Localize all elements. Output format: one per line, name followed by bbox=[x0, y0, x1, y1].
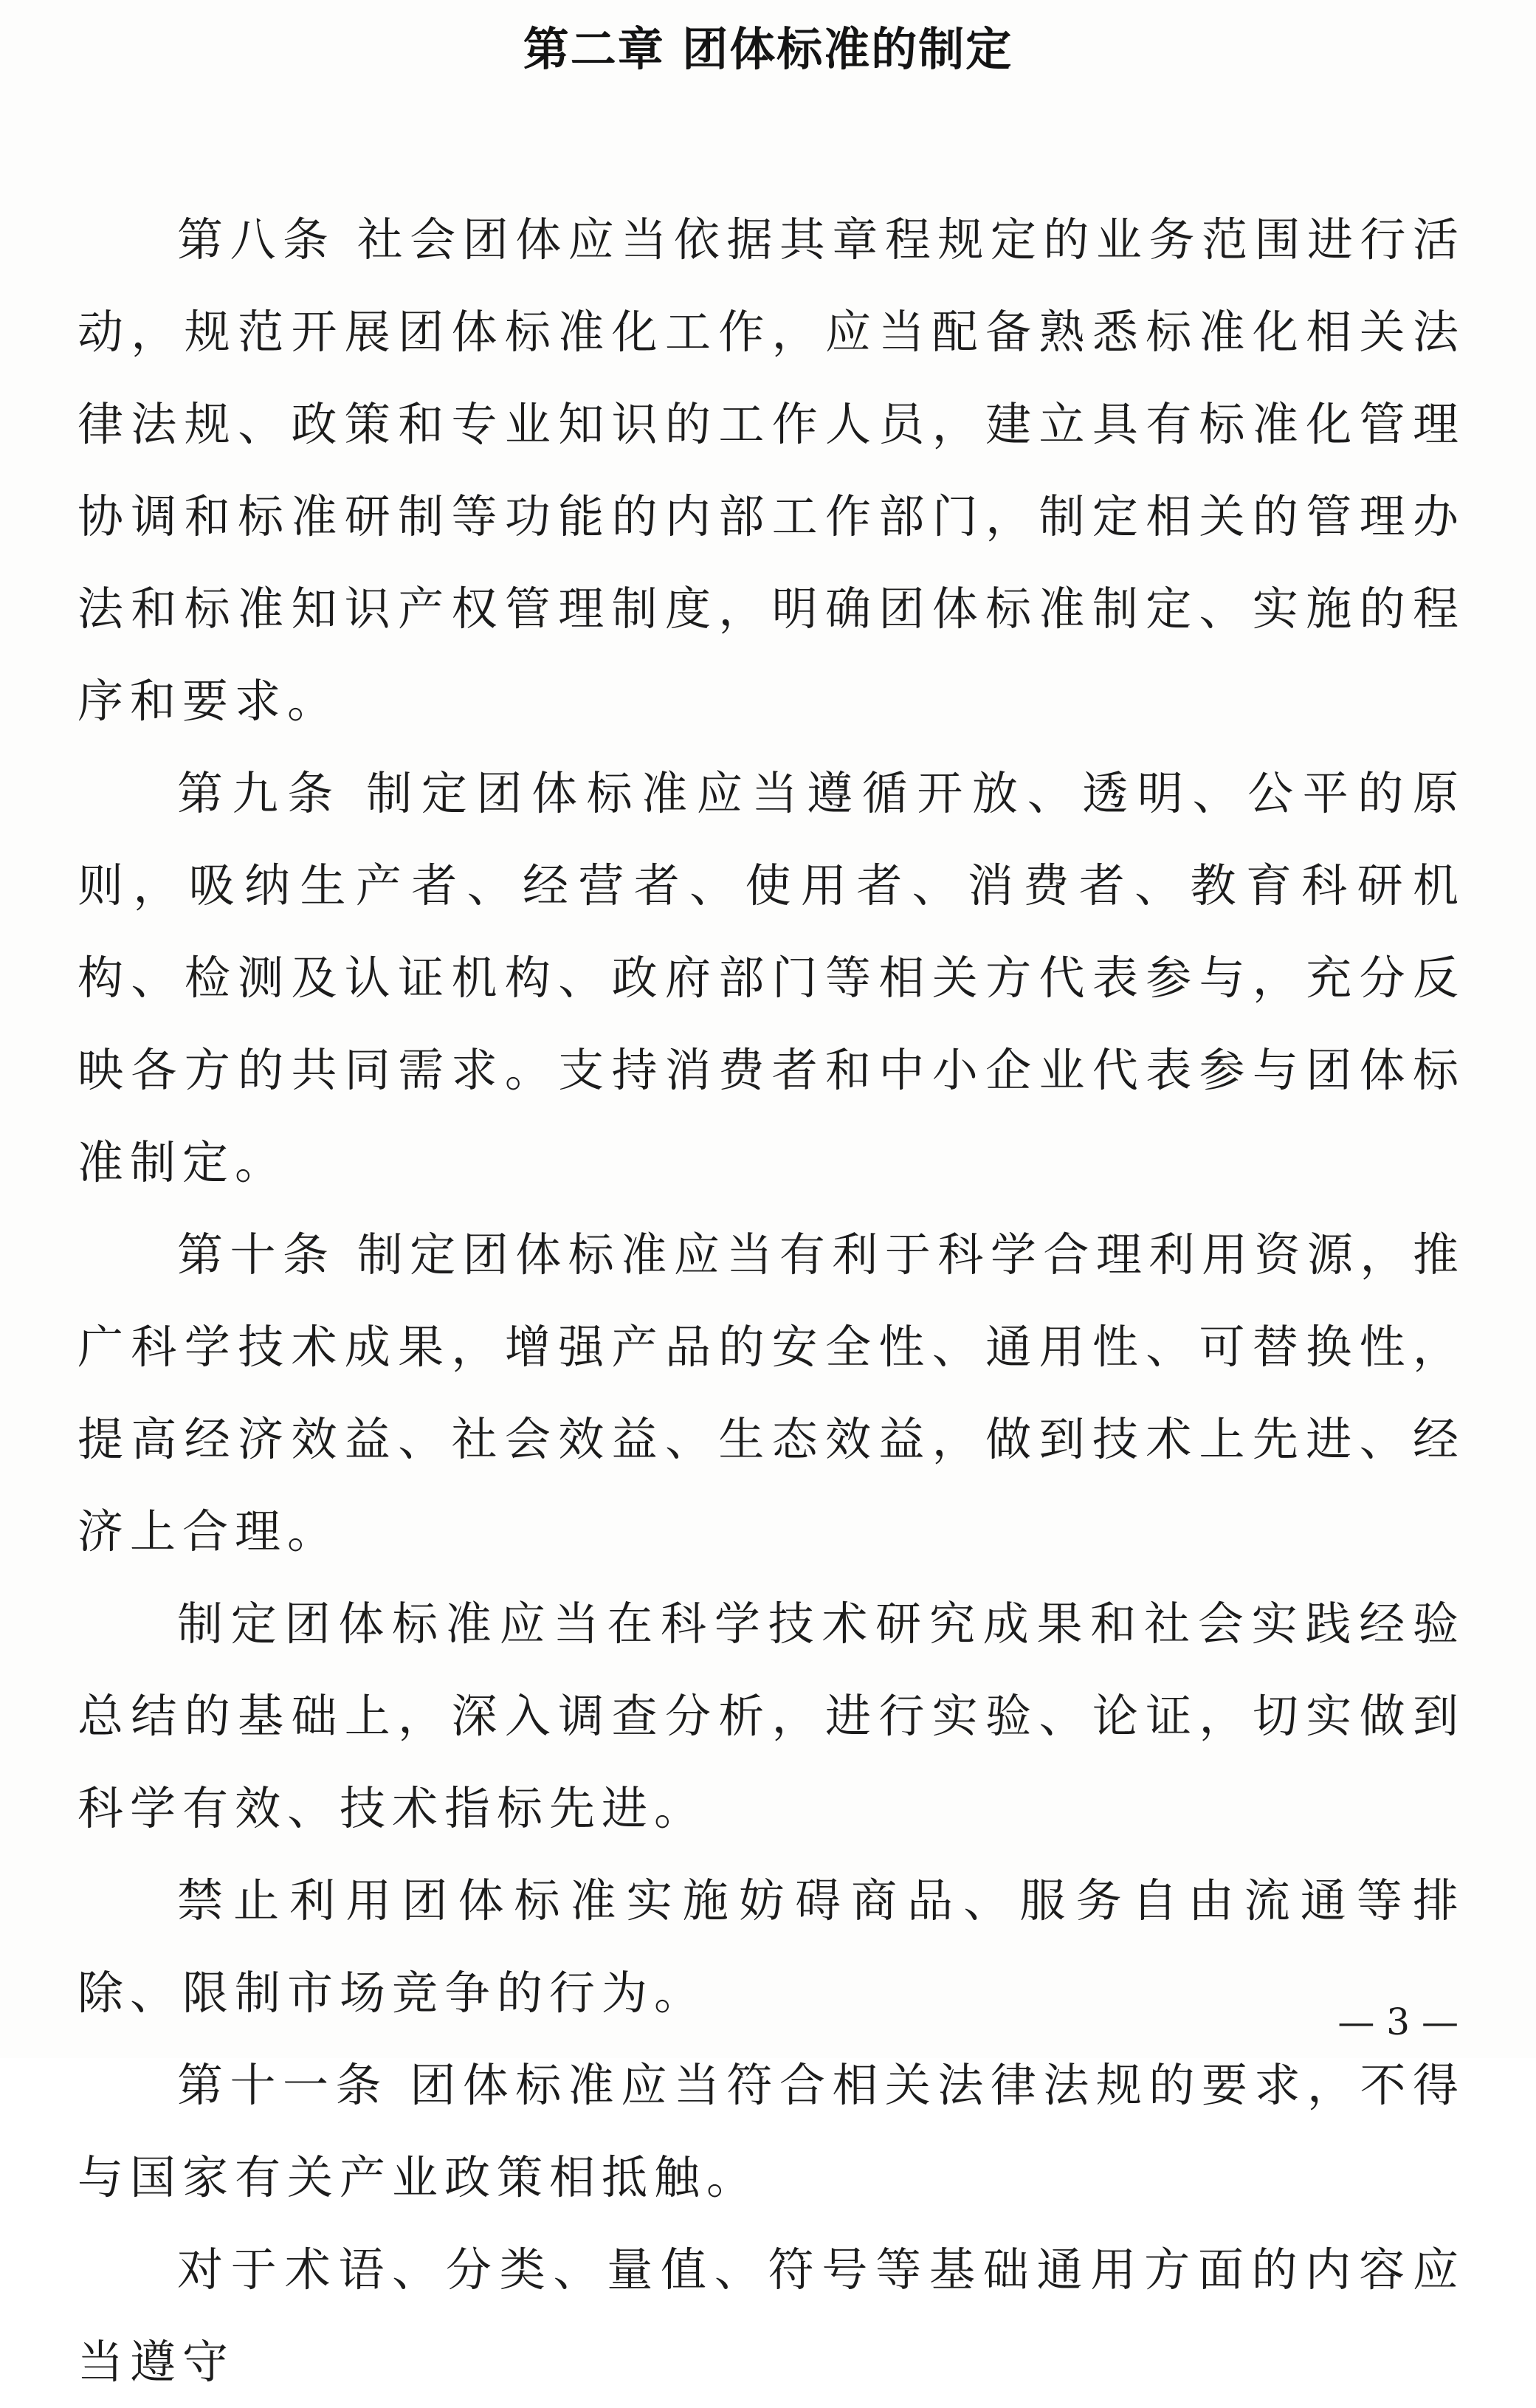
page-number: — 3 — bbox=[1337, 2001, 1458, 2043]
paragraph-article-10: 第十条 制定团体标准应当有利于科学合理利用资源，推广科学技术成果，增强产品的安全性、通用性、可替换性，提高经济效益、社会效益、生态效益，做到技术上先进、经济上合理。 bbox=[78, 1228, 1465, 1558]
paragraph-article-8: 第八条 社会团体应当依据其章程规定的业务范围进行活动，规范开展团体标准化工作，应当配备熟悉标准化相关法律法规、政策和专业知识的工作人员，建立具有标准化管理协调和标准研制等功能的内部工作部门，制定相关的管理办法和标准知识产权管理制度，明确团体标准制定、实施的程序和要求。 bbox=[78, 213, 1465, 728]
paragraph-article-9: 第九条 制定团体标准应当遵循开放、透明、公平的原则，吸纳生产者、经营者、使用者、消费者、教育科研机构、检测及认证机构、政府部门等相关方代表参与，充分反映各方的共同需求。支持消费者和中小企业代表参与团体标准制定。 bbox=[78, 766, 1465, 1189]
paragraph-article-10-scientific-basis: 制定团体标准应当在科学技术研究成果和社会实践经验总结的基础上，深入调查分析，进行实验、论证，切实做到科学有效、技术指标先进。 bbox=[78, 1597, 1465, 1835]
paragraph-article-11-basic-content: 对于术语、分类、量值、符号等基础通用方面的内容应当遵守 bbox=[78, 2243, 1465, 2389]
body-text bbox=[78, 193, 1465, 2408]
chapter-title: 第二章 团体标准的制定 bbox=[523, 22, 1013, 76]
paragraph-article-11: 第十一条 团体标准应当符合相关法律法规的要求，不得与国家有关产业政策相抵触。 bbox=[78, 2058, 1465, 2204]
paragraph-article-10-competition: 禁止利用团体标准实施妨碍商品、服务自由流通等排除、限制市场竞争的行为。 bbox=[78, 1874, 1465, 2020]
